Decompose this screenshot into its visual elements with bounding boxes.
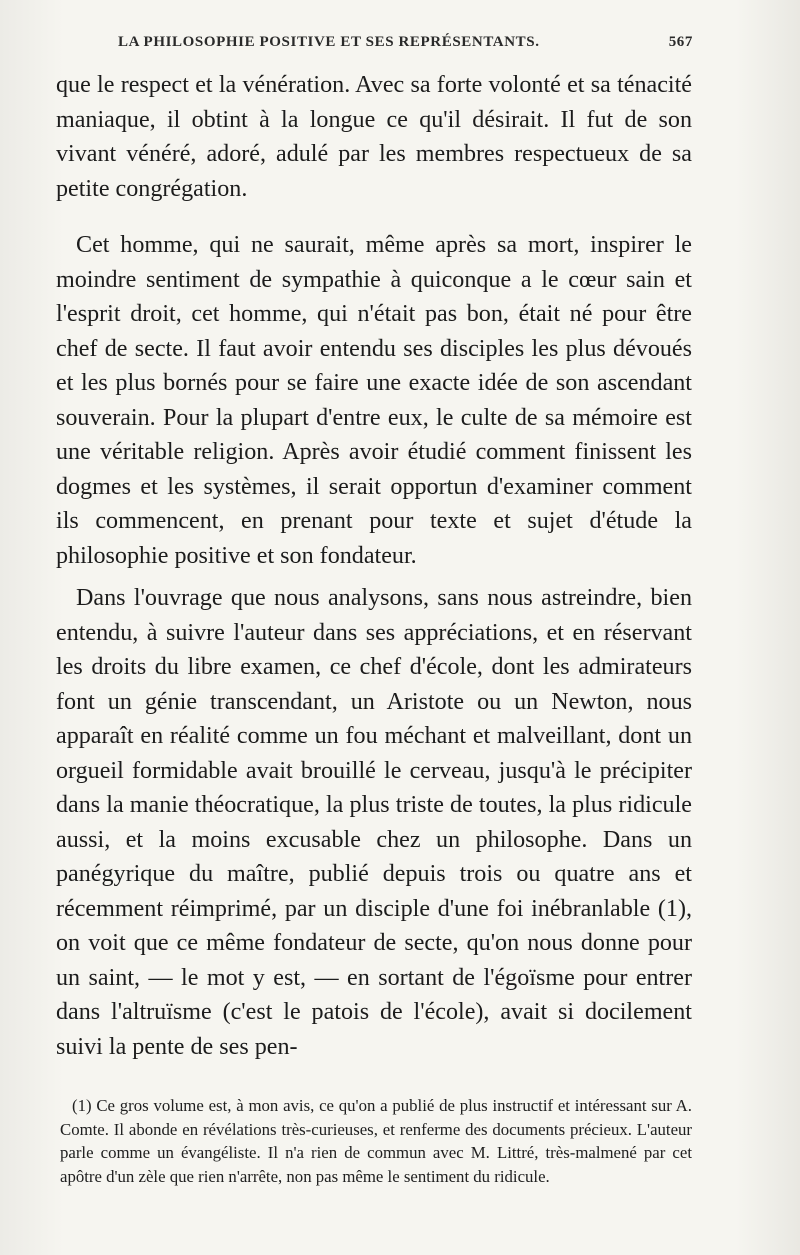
paragraph-1: que le respect et la vénération. Avec sa forte volonté et sa ténacité maniaque, il obtint à la longue ce qu'il désirait. Il fut de son vivant vénéré, adoré, adulé par les membres respectueux de sa petite congrégation. <box>56 72 692 202</box>
page-number: 567 <box>668 34 693 50</box>
page-header <box>118 34 693 51</box>
paragraph-3: Dans l'ouvrage que nous analysons, sans nous astreindre, bien entendu, à suivre l'auteur dans ses appréciations, et en réservant les droits du libre examen, ce chef d'école, dont les admirateurs font un génie transcendant, un Aristote ou un Newton, nous apparaît en réalité comme un fou méchant et malveillant, dont un orgueil formidable avait brouillé le cerveau, jusqu'à le précipiter dans la manie théocratique, la plus triste de toutes, la plus ridicule aussi, et la moins excusable chez un philosophe. Dans un panégyrique du maître, publié depuis trois ou quatre ans et récemment réimprimé, par un disciple d'une foi inébranlable (1), on voit que ce même fondateur de secte, qu'on nous donne pour un saint, — le mot y est, — en sortant de l'égoïsme pour entrer dans l'altruïsme (c'est le patois de l'école), avait si docilement suivi la pente de ses pen- <box>56 585 692 1060</box>
footnote-text: (1) Ce gros volume est, à mon avis, ce qu'on a publié de plus instructif et intéressant sur A. Comte. Il abonde en révélations très-curieuses, et renferme des documents précieux. L'auteur parle comme un évangéliste. Il n'a rien de commun avec M. Littré, très-malmené par cet apôtre d'un zèle que rien n'arrête, non pas même le sentiment du ridicule. <box>60 1096 692 1186</box>
paragraph-2: Cet homme, qui ne saurait, même après sa mort, inspirer le moindre sentiment de sympathie à quiconque a le cœur sain et l'esprit droit, cet homme, qui n'était pas bon, était né pour être chef de secte. Il faut avoir entendu ses disciples les plus dévoués et les plus bornés pour se faire une exacte idée de son ascendant souverain. Pour la plupart d'entre eux, le culte de sa mémoire est une véritable religion. Après avoir étudié comment finissent les dogmes et les systèmes, il serait opportun d'examiner comment ils commencent, en prenant pour texte et sujet d'étude la philosophie positive et son fondateur. <box>56 232 692 569</box>
running-title: LA PHILOSOPHIE POSITIVE ET SES REPRÉSENTANTS. <box>118 34 540 50</box>
main-text <box>56 68 692 1064</box>
footnote <box>60 1094 692 1188</box>
